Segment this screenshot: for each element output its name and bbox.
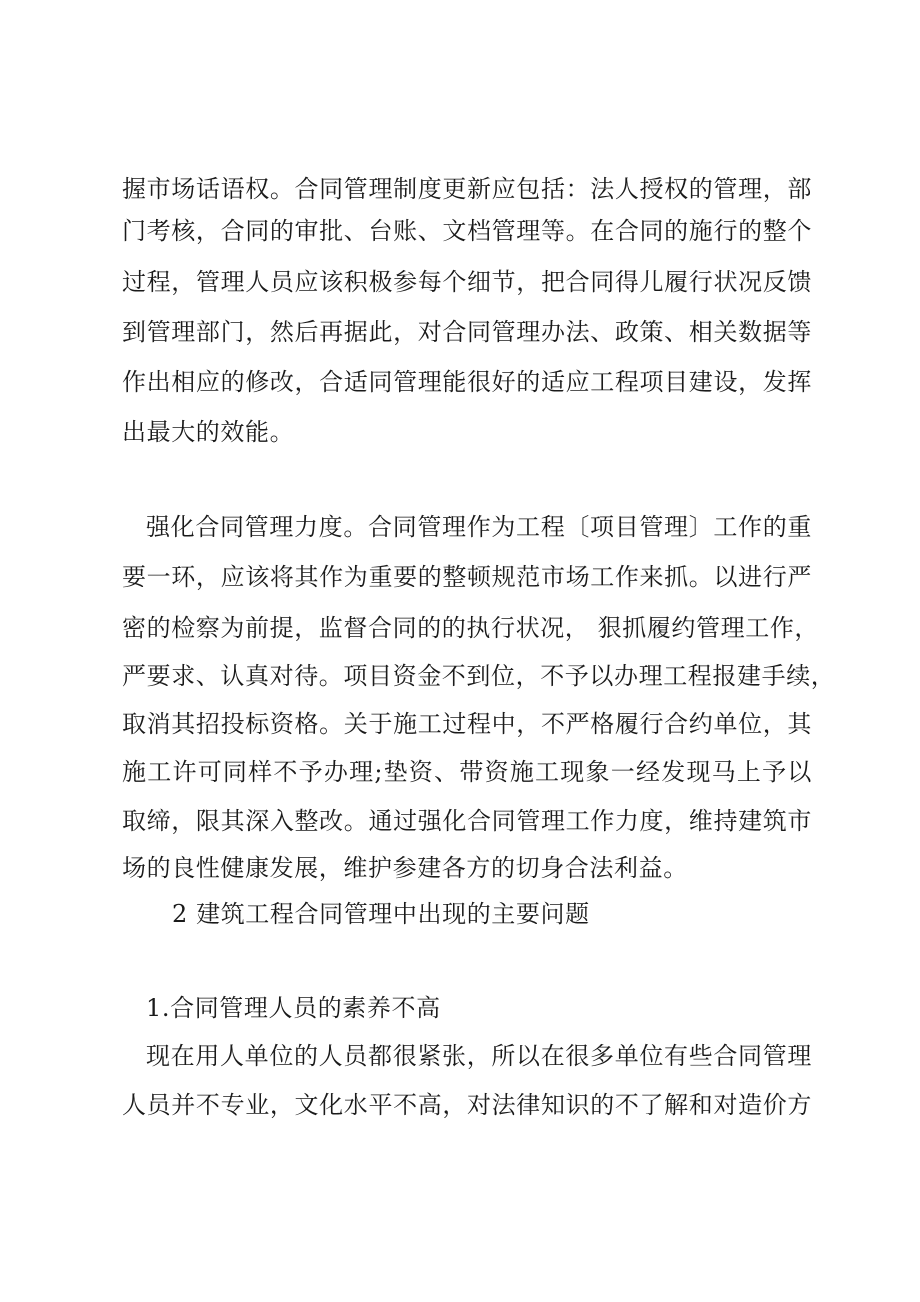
paragraph-2-line-8: 场的良性健康发展，维护参建各方的切身合法利益。 — [122, 854, 688, 882]
subheading: 1.合同管理人员的素养不高 — [146, 994, 441, 1022]
paragraph-2-line-5: 取消其招投标资格。关于施工过程中，不严格履行合约单位，其 — [122, 710, 812, 738]
paragraph-1-line-2: 门考核，合同的审批、台账、文档管理等。在合同的施行的整个 — [122, 217, 812, 245]
section-heading: 2 建筑工程合同管理中出现的主要问题 — [172, 900, 590, 928]
paragraph-1-line-5: 作出相应的修改，合适同管理能很好的适应工程项目建设，发挥 — [122, 368, 812, 396]
paragraph-1-line-1: 握市场话语权。合同管理制度更新应包括：法人授权的管理，部 — [122, 175, 812, 203]
paragraph-1-line-4: 到管理部门，然后再据此，对合同管理办法、政策、相关数据等 — [122, 318, 812, 346]
paragraph-1-line-3: 过程，管理人员应该积极参每个细节，把合同得儿履行状况反馈 — [122, 268, 812, 296]
paragraph-3-line-2: 人员并不专业，文化水平不高，对法律知识的不了解和对造价方 — [122, 1091, 812, 1119]
paragraph-2-line-3: 密的检察为前提，监督合同的的执行状况， 狠抓履约管理工作， — [122, 614, 820, 642]
paragraph-1-line-6: 出最大的效能。 — [122, 418, 295, 446]
paragraph-2-line-7: 取缔，限其深入整改。通过强化合同管理工作力度，维持建筑市 — [122, 807, 812, 835]
paragraph-2-line-4: 严要求、认真对待。项目资金不到位，不予以办理工程报建手续， — [122, 662, 836, 690]
paragraph-2-line-2: 要一环，应该将其作为重要的整顿规范市场工作来抓。以进行严 — [122, 563, 812, 591]
paragraph-3-line-1: 现在用人单位的人员都很紧张，所以在很多单位有些合同管理 — [146, 1042, 812, 1070]
paragraph-2-line-1: 强化合同管理力度。合同管理作为工程〔项目管理〕工作的重 — [146, 513, 812, 541]
paragraph-2-line-6: 施工许可同样不予办理;垫资、带资施工现象一经发现马上予以 — [122, 758, 812, 786]
